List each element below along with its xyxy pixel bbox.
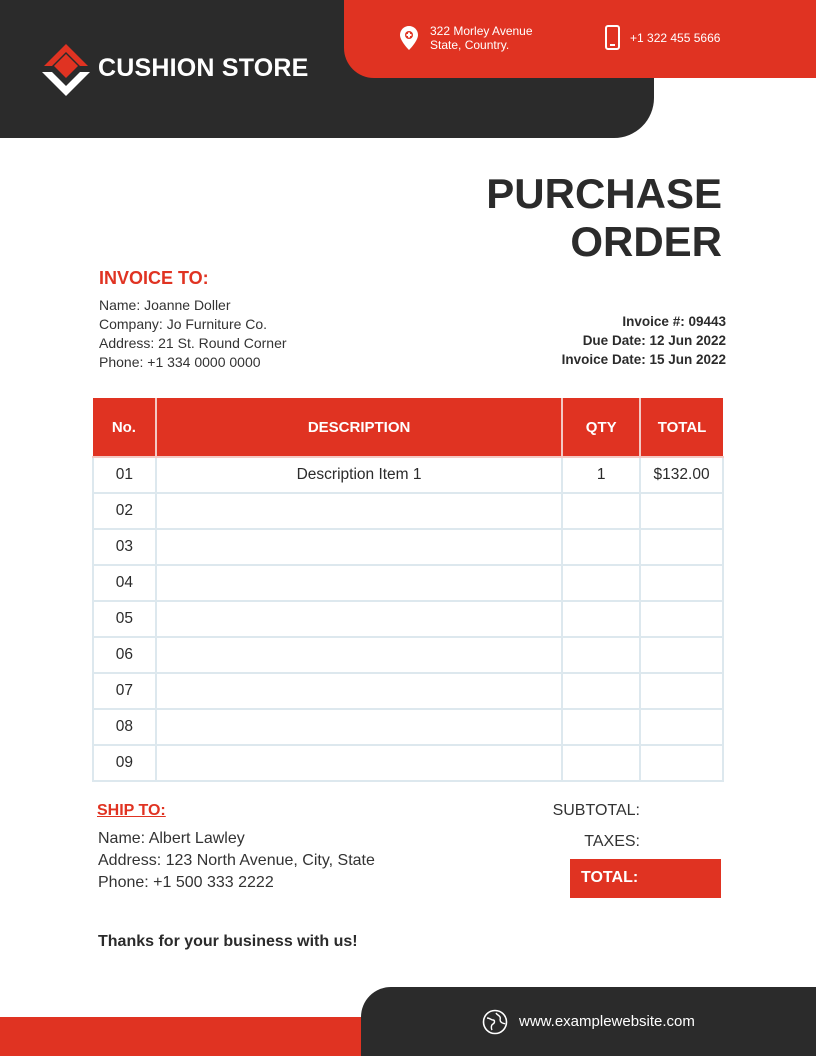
total-label: TOTAL:: [581, 869, 639, 886]
cell-no: 06: [93, 637, 156, 673]
table-row: [93, 673, 723, 709]
cell-qty: [562, 601, 640, 637]
cell-description: [156, 673, 563, 709]
cell-description: [156, 601, 563, 637]
table-row: [93, 565, 723, 601]
col-header-no: No.: [93, 398, 156, 457]
col-header-description: DESCRIPTION: [156, 398, 563, 457]
cell-no: 02: [93, 493, 156, 529]
website-link[interactable]: www.examplewebsite.com: [519, 1013, 695, 1030]
taxes-label: TAXES:: [584, 833, 640, 850]
footer-red-band: [0, 1017, 380, 1056]
cell-qty: [562, 565, 640, 601]
cell-qty: [562, 745, 640, 781]
invoice-to-phone: Phone: +1 334 0000 0000: [99, 354, 261, 370]
mobile-phone-icon: [605, 25, 620, 50]
cell-qty: [562, 673, 640, 709]
cell-description: [156, 529, 563, 565]
ship-to-details: [98, 828, 375, 894]
location-pin-icon: [400, 26, 418, 50]
cell-total: [640, 709, 723, 745]
col-header-total: TOTAL: [640, 398, 723, 457]
cell-total: $132.00: [640, 457, 723, 493]
cell-total: [640, 673, 723, 709]
ship-to-phone: Phone: +1 500 333 2222: [98, 874, 274, 891]
cell-total: [640, 565, 723, 601]
globe-icon: [482, 1009, 508, 1035]
table-row: [93, 709, 723, 745]
store-phone: +1 322 455 5666: [630, 31, 721, 45]
thank-you-note: Thanks for your business with us!: [98, 933, 358, 950]
address-line-2: State, Country.: [430, 38, 510, 52]
cell-no: 05: [93, 601, 156, 637]
cell-no: 01: [93, 457, 156, 493]
cell-qty: [562, 709, 640, 745]
address-line-1: 322 Morley Avenue: [430, 24, 533, 38]
invoice-number: Invoice #: 09443: [622, 314, 726, 329]
table-row: [93, 457, 723, 493]
invoice-meta: [562, 312, 726, 369]
table-header-row: [93, 398, 723, 457]
invoice-to-company: Company: Jo Furniture Co.: [99, 316, 268, 332]
cell-description: [156, 565, 563, 601]
col-header-qty: QTY: [562, 398, 640, 457]
invoice-to-name: Name: Joanne Doller: [99, 297, 231, 313]
table-row: [93, 745, 723, 781]
items-table: [92, 398, 724, 782]
invoice-to-address: Address: 21 St. Round Corner: [99, 335, 287, 351]
table-row: [93, 493, 723, 529]
cell-total: [640, 601, 723, 637]
cell-no: 09: [93, 745, 156, 781]
brand-name: CUSHION STORE: [98, 54, 309, 82]
invoice-to-heading: INVOICE TO:: [99, 268, 209, 288]
cell-description: Description Item 1: [156, 457, 563, 493]
table-row: [93, 601, 723, 637]
cell-description: [156, 709, 563, 745]
cell-description: [156, 637, 563, 673]
subtotal-label: SUBTOTAL:: [552, 802, 640, 819]
cell-qty: [562, 529, 640, 565]
cell-description: [156, 745, 563, 781]
cell-total: [640, 745, 723, 781]
table-row: [93, 637, 723, 673]
cell-no: 07: [93, 673, 156, 709]
cell-total: [640, 637, 723, 673]
cell-qty: [562, 637, 640, 673]
page-title: [486, 170, 722, 266]
store-address: [430, 24, 533, 52]
cell-qty: 1: [562, 457, 640, 493]
title-line-2: ORDER: [570, 218, 722, 265]
invoice-to-details: [99, 296, 287, 372]
ship-to-name: Name: Albert Lawley: [98, 830, 245, 847]
cell-total: [640, 529, 723, 565]
invoice-date: Invoice Date: 15 Jun 2022: [561, 352, 726, 367]
title-line-1: PURCHASE: [486, 170, 722, 217]
cell-no: 08: [93, 709, 156, 745]
cell-total: [640, 493, 723, 529]
table-row: [93, 529, 723, 565]
cell-no: 04: [93, 565, 156, 601]
due-date: Due Date: 12 Jun 2022: [582, 333, 726, 348]
cell-qty: [562, 493, 640, 529]
cell-no: 03: [93, 529, 156, 565]
cell-description: [156, 493, 563, 529]
diamond-logo-icon: [42, 44, 90, 96]
ship-to-address: Address: 123 North Avenue, City, State: [98, 852, 375, 869]
ship-to-heading: SHIP TO:: [97, 802, 166, 819]
